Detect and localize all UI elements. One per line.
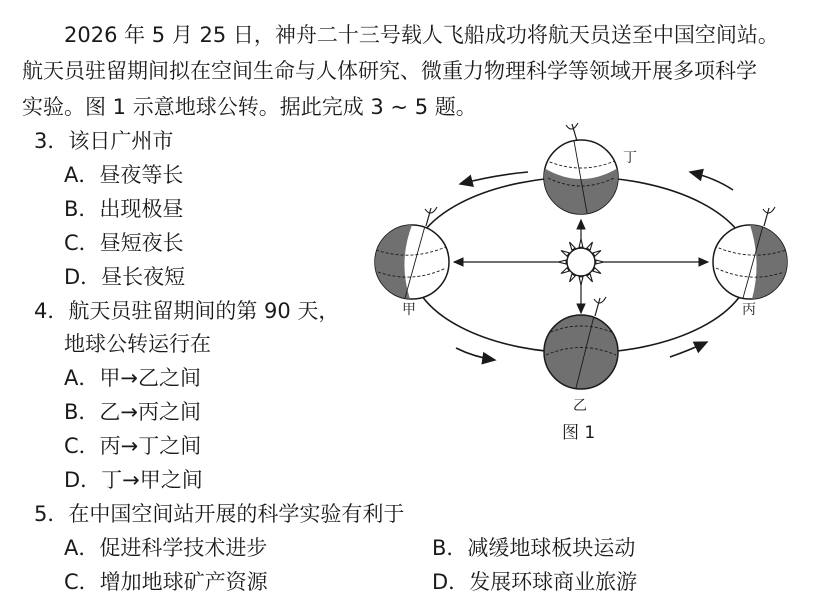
intro-line-2: 航天员驻留期间拟在空间生命与人体研究、微重力物理科学等领域开展多项科学 <box>22 59 757 83</box>
question-3-option-b: B．出现极昼 <box>64 197 184 221</box>
sun-ray <box>579 239 583 247</box>
question-4-option-c: C．丙→丁之间 <box>64 434 202 458</box>
label-jia: 甲 <box>402 302 416 318</box>
label-ding: 丁 <box>623 150 637 166</box>
orbit-arrow-top-right <box>690 172 733 190</box>
question-3-option-c: C．昼短夜长 <box>64 231 184 255</box>
intro-line-1: 2026 年 5 月 25 日，神舟二十三号载人飞船成功将航天员送至中国空间站。 <box>64 23 779 47</box>
orbit-arrow-top-left <box>460 172 528 184</box>
question-5-option-b: B．减缓地球板块运动 <box>432 536 636 560</box>
question-4-option-b: B．乙→丙之间 <box>64 400 202 424</box>
question-5-option-d: D．发展环球商业旅游 <box>432 570 638 594</box>
earth-bing-icon <box>713 207 790 299</box>
question-3-option-d: D．昼长夜短 <box>64 265 186 289</box>
question-3-option-a: A．昼夜等长 <box>64 163 184 187</box>
question-5-stem: 5．在中国空间站开展的科学实验有利于 <box>34 502 405 526</box>
sun-ray <box>558 260 566 264</box>
label-yi: 乙 <box>573 398 587 414</box>
label-bing: 丙 <box>742 302 756 318</box>
earth-ding-icon <box>544 123 618 222</box>
earth-jia-icon <box>370 207 449 299</box>
question-4-option-d: D．丁→甲之间 <box>64 468 203 492</box>
intro-line-3: 实验。图 1 示意地球公转。据此完成 3 ~ 5 题。 <box>22 95 477 119</box>
question-4-stem-line-2: 地球公转运行在 <box>64 332 211 356</box>
question-5-option-c: C．增加地球矿产资源 <box>64 570 268 594</box>
question-4-stem-line-1: 4．航天员驻留期间的第 90 天， <box>34 299 340 323</box>
sun-ray <box>579 277 583 285</box>
orbit-arrow-bottom-left <box>456 348 495 360</box>
sun-ray <box>596 260 604 264</box>
figure-caption: 图 1 <box>562 423 596 443</box>
question-4-option-a: A．甲→乙之间 <box>64 366 201 390</box>
question-5-option-a: A．促进科学技术进步 <box>64 536 268 560</box>
orbit-arrow-bottom-right <box>670 342 707 357</box>
sun-icon <box>558 239 604 285</box>
question-3-stem: 3．该日广州市 <box>34 129 174 153</box>
